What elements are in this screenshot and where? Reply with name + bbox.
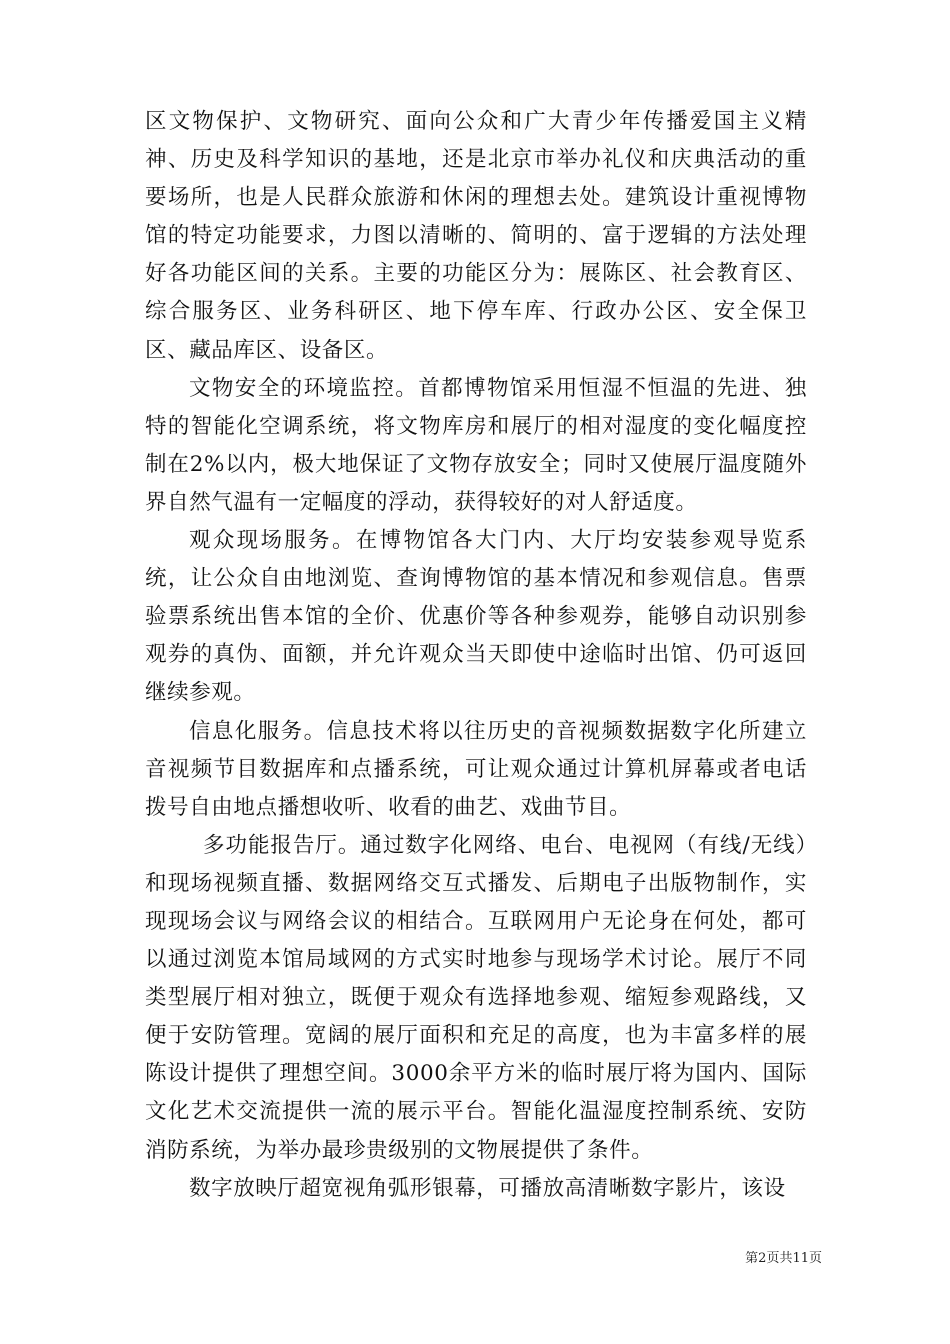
page-number-footer: [0, 1247, 822, 1266]
paragraph-visitor-service: 观众现场服务。在博物馆各大门内、大厅均安装参观导览系统，让公众自由地浏览、查询博物馆的基本情况和参观信息。售票验票系统出售本馆的全价、优惠价等各种参观券，能够自动识别参观券的真伪、面额，并允许观众当天即使中途临时出馆、仍可返回继续参观。: [145, 528, 807, 706]
paragraph-function-areas: 区文物保护、文物研究、面向公众和广大青少年传播爱国主义精神、历史及科学知识的基地，还是北京市举办礼仪和庆典活动的重要场所，也是人民群众旅游和休闲的理想去处。建筑设计重视博物馆的特定功能要求，力图以清晰的、简明的、富于逻辑的方法处理好各功能区间的关系。主要的功能区分为：展陈区、社会教育区、综合服务区、业务科研区、地下停车库、行政办公区、安全保卫区、藏品库区、设备区。: [145, 109, 807, 363]
paragraph-digital-cinema: 数字放映厅超宽视角弧形银幕，可播放高清晰数字影片，该设: [189, 1175, 786, 1201]
paragraph-lecture-hall: 多功能报告厅。通过数字化网络、电台、电视网（有线/无线）和现场视频直播、数据网络交互式播发、后期电子出版物制作，实现现场会议与网络会议的相结合。互联网用户无论身在何处，都可以通过浏览本馆局域网的方式实时地参与现场学术讨论。展厅不同类型展厅相对独立，既便于观众有选择地参观、缩短参观路线，又便于安防管理。宽阔的展厅面积和充足的高度，也为丰富多样的展陈设计提供了理想空间。3000余平方米的临时展厅将为国内、国际文化艺术交流提供一流的展示平台。智能化温湿度控制系统、安防消防系统，为举办最珍贵级别的文物展提供了条件。: [145, 832, 807, 1163]
paragraph-information-service: 信息化服务。信息技术将以往历史的音视频数据数字化所建立音视频节目数据库和点播系统，可让观众通过计算机屏幕或者电话拨号自由地点播想收听、收看的曲艺、戏曲节目。: [145, 718, 807, 820]
page-number-label: 第2页共11页: [745, 1251, 822, 1266]
document-body: [145, 103, 807, 1208]
paragraph-environment-monitoring: 文物安全的环境监控。首都博物馆采用恒湿不恒温的先进、独特的智能化空调系统，将文物库房和展厅的相对湿度的变化幅度控制在2%以内，极大地保证了文物存放安全；同时又使展厅温度随外界自然气温有一定幅度的浮动，获得较好的对人舒适度。: [145, 375, 807, 515]
